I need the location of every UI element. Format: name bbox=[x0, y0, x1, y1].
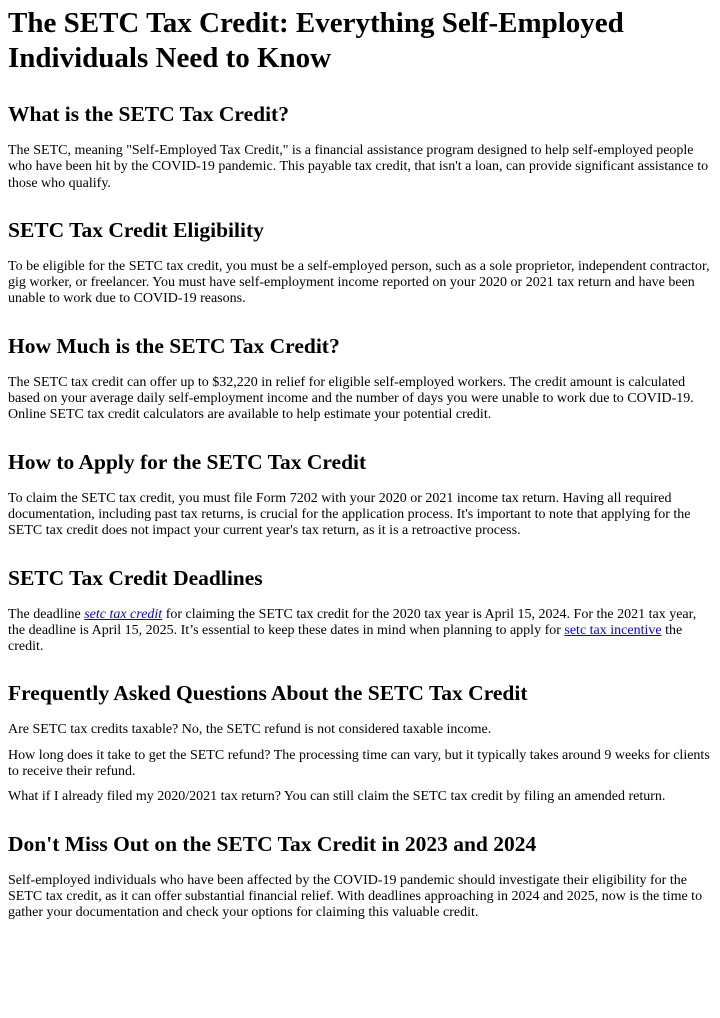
setc-tax-credit-link[interactable]: setc tax credit bbox=[84, 606, 163, 622]
page-title: The SETC Tax Credit: Everything Self-Employed Individuals Need to Know bbox=[8, 7, 624, 74]
deadlines-text-2: for claiming the SETC tax credit for the 2020 tax year is April 15, 2024. For the 2021 tax year, the deadline is April 15, 2025. It’s essential to keep these dates in mind when planning to apply for bbox=[8, 606, 697, 638]
section-heading-how-much: How Much is the SETC Tax Credit? bbox=[8, 333, 340, 358]
deadlines-text-3: the credit. bbox=[8, 622, 683, 655]
section-heading-faq: Frequently Asked Questions About the SETC Tax Credit bbox=[8, 681, 528, 706]
article bbox=[8, 0, 712, 922]
faq-item-taxable: Are SETC tax credits taxable? No, the SETC refund is not considered taxable income. bbox=[8, 722, 492, 738]
section-paragraph-dont-miss-out: Self-employed individuals who have been affected by the COVID-19 pandemic should investigate their eligibility for the SETC tax credit, as it can offer substantial financial relief. With deadlines approaching in 2024 and 2025, now is the time to gather your documentation and check your options for claiming this valuable credit. bbox=[8, 872, 703, 921]
section-heading-deadlines: SETC Tax Credit Deadlines bbox=[8, 565, 263, 590]
section-heading-how-to-apply: How to Apply for the SETC Tax Credit bbox=[8, 449, 367, 474]
faq-item-processing-time: How long does it take to get the SETC refund? The processing time can vary, but it typically takes around 9 weeks for clients to receive their refund. bbox=[8, 747, 710, 780]
section-paragraph-how-to-apply: To claim the SETC tax credit, you must file Form 7202 with your 2020 or 2021 income tax return. Having all required documentation, including past tax returns, is crucial for the application process. It's important to note that applying for the SETC tax credit does not impact your current year's tax return, as it is a retroactive process. bbox=[8, 490, 691, 539]
section-paragraph-what-is: The SETC, meaning "Self-Employed Tax Credit," is a financial assistance program designed to help self-employed people who have been hit by the COVID-19 pandemic. This payable tax credit, that isn't a loan, can provide significant assistance to those who qualify. bbox=[8, 143, 709, 191]
section-paragraph-eligibility: To be eligible for the SETC tax credit, you must be a self-employed person, such as a sole proprietor, independent contractor, gig worker, or freelancer. You must have self-employment income reported on your 2020 or 2021 tax return and have been unable to work due to COVID-19 reasons. bbox=[8, 258, 710, 307]
section-heading-eligibility: SETC Tax Credit Eligibility bbox=[8, 217, 264, 242]
setc-tax-incentive-link[interactable]: setc tax incentive bbox=[564, 622, 662, 638]
section-heading-what-is: What is the SETC Tax Credit? bbox=[8, 102, 289, 126]
section-heading-dont-miss-out: Don't Miss Out on the SETC Tax Credit in 2023 and 2024 bbox=[8, 831, 537, 856]
section-paragraph-deadlines bbox=[8, 607, 712, 656]
section-paragraph-how-much: The SETC tax credit can offer up to $32,220 in relief for eligible self-employed workers. The credit amount is calculated based on your average daily self-employment income and the number of days you were unable to work due to COVID-19. Online SETC tax credit calculators are available to help estimate your potential credit. bbox=[8, 374, 694, 423]
deadlines-text-1: The deadline bbox=[8, 606, 85, 622]
faq-item-already-filed: What if I already filed my 2020/2021 tax return? You can still claim the SETC tax credit by filing an amended return. bbox=[8, 789, 666, 805]
